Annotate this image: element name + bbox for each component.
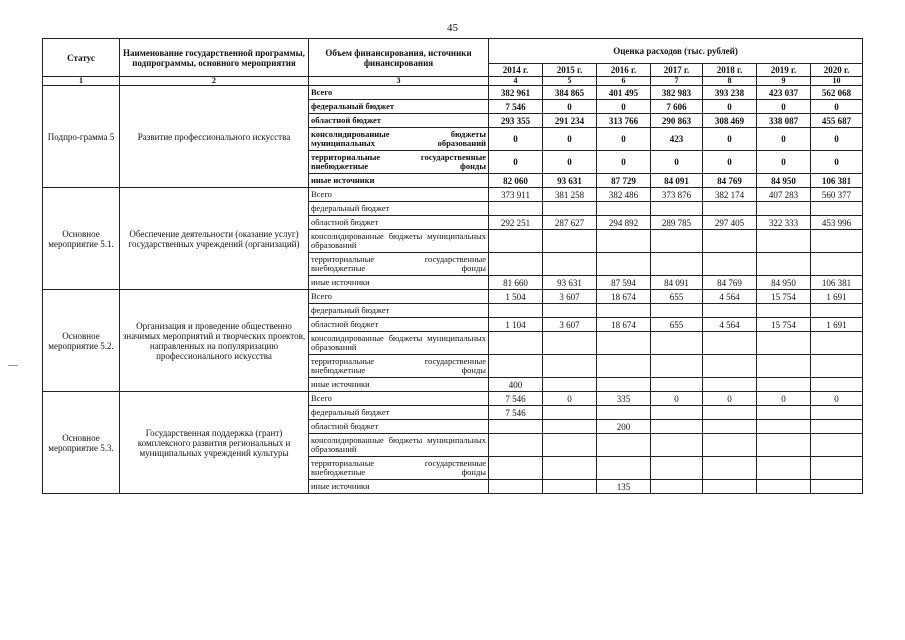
value-cell: 0 [651, 151, 703, 174]
value-cell: 0 [543, 151, 597, 174]
value-cell [811, 332, 863, 355]
value-cell: 400 [489, 378, 543, 392]
value-cell: 294 892 [597, 216, 651, 230]
budget-table [42, 38, 863, 494]
value-cell: 297 405 [703, 216, 757, 230]
value-cell [543, 355, 597, 378]
funding-source: территориальные государственные внебюджетные фонды [309, 253, 489, 276]
value-cell: 292 251 [489, 216, 543, 230]
value-cell: 423 [651, 128, 703, 151]
value-cell: 4 564 [703, 318, 757, 332]
value-cell: 0 [543, 392, 597, 406]
value-cell: 0 [597, 151, 651, 174]
value-cell: 562 068 [811, 86, 863, 100]
value-cell [703, 304, 757, 318]
value-cell: 0 [757, 128, 811, 151]
value-cell [651, 420, 703, 434]
value-cell [703, 406, 757, 420]
value-cell [811, 378, 863, 392]
column-numbers-row [43, 77, 863, 86]
value-cell: 423 037 [757, 86, 811, 100]
value-cell: 15 754 [757, 318, 811, 332]
value-cell: 407 283 [757, 188, 811, 202]
value-cell [489, 480, 543, 494]
value-cell [489, 332, 543, 355]
column-number-6: 6 [597, 77, 651, 86]
value-cell: 87 594 [597, 276, 651, 290]
value-cell [651, 406, 703, 420]
value-cell: 1 504 [489, 290, 543, 304]
header-name: Наименование государственной программы, подпрограммы, основного мероприятия [120, 39, 309, 77]
value-cell [651, 253, 703, 276]
column-number-2: 2 [120, 77, 309, 86]
value-cell [597, 304, 651, 318]
value-cell: 15 754 [757, 290, 811, 304]
group-name: Обеспечение деятельности (оказание услуг) государственных учреждений (организаций) [120, 188, 309, 290]
value-cell [757, 420, 811, 434]
value-cell: 84 091 [651, 174, 703, 188]
value-cell: 3 607 [543, 318, 597, 332]
value-cell: 289 785 [651, 216, 703, 230]
funding-source: Всего [309, 392, 489, 406]
value-cell [543, 202, 597, 216]
value-cell: 655 [651, 290, 703, 304]
group-name: Государственная поддержка (грант) комплексного развития региональных и муниципальных учреждений культуры [120, 392, 309, 494]
value-cell [757, 406, 811, 420]
table-row [43, 188, 863, 202]
value-cell: 1 691 [811, 318, 863, 332]
funding-source: Всего [309, 188, 489, 202]
group-status: Подпро-грамма 5 [43, 86, 120, 188]
header-year-3: 2016 г. [597, 64, 651, 77]
column-number-1: 1 [43, 77, 120, 86]
program-group [43, 290, 863, 392]
page-number: 45 [447, 22, 458, 34]
funding-source: консолидированные бюджеты муниципальных образований [309, 434, 489, 457]
group-name: Развитие профессионального искусства [120, 86, 309, 188]
value-cell [811, 457, 863, 480]
value-cell [651, 480, 703, 494]
value-cell: 0 [811, 151, 863, 174]
value-cell: 1 691 [811, 290, 863, 304]
value-cell: 0 [811, 128, 863, 151]
column-number-8: 8 [703, 77, 757, 86]
funding-source: федеральный бюджет [309, 304, 489, 318]
value-cell: 3 607 [543, 290, 597, 304]
value-cell [651, 457, 703, 480]
value-cell [811, 202, 863, 216]
value-cell: 338 087 [757, 114, 811, 128]
header-year-2: 2015 г. [543, 64, 597, 77]
funding-source: территориальные государственные внебюджетные фонды [309, 355, 489, 378]
funding-source: территориальные государственные внебюджетные фонды [309, 457, 489, 480]
value-cell [811, 480, 863, 494]
value-cell: 0 [597, 100, 651, 114]
value-cell: 106 381 [811, 276, 863, 290]
value-cell [757, 457, 811, 480]
header-year-1: 2014 г. [489, 64, 543, 77]
value-cell: 0 [811, 392, 863, 406]
value-cell: 84 950 [757, 174, 811, 188]
funding-source: областной бюджет [309, 318, 489, 332]
value-cell [489, 230, 543, 253]
value-cell: 4 564 [703, 290, 757, 304]
value-cell: 0 [703, 128, 757, 151]
value-cell [543, 406, 597, 420]
value-cell: 384 865 [543, 86, 597, 100]
value-cell [597, 378, 651, 392]
value-cell [489, 304, 543, 318]
value-cell: 455 687 [811, 114, 863, 128]
funding-source: федеральный бюджет [309, 202, 489, 216]
value-cell: 453 996 [811, 216, 863, 230]
margin-mark [8, 365, 18, 366]
value-cell [489, 202, 543, 216]
value-cell [757, 332, 811, 355]
value-cell [651, 355, 703, 378]
value-cell [597, 332, 651, 355]
value-cell [651, 332, 703, 355]
value-cell [543, 434, 597, 457]
group-status: Основное мероприятие 5.1. [43, 188, 120, 290]
value-cell: 381 258 [543, 188, 597, 202]
value-cell: 0 [703, 151, 757, 174]
funding-source: консолидированные бюджеты муниципальных образований [309, 230, 489, 253]
header-year-7: 2020 г. [811, 64, 863, 77]
value-cell: 1 104 [489, 318, 543, 332]
value-cell: 87 729 [597, 174, 651, 188]
value-cell [757, 480, 811, 494]
program-group [43, 86, 863, 188]
value-cell [489, 434, 543, 457]
value-cell: 84 769 [703, 174, 757, 188]
value-cell [757, 202, 811, 216]
value-cell: 0 [543, 128, 597, 151]
funding-source: федеральный бюджет [309, 406, 489, 420]
value-cell: 393 238 [703, 86, 757, 100]
value-cell: 18 674 [597, 290, 651, 304]
value-cell: 7 546 [489, 100, 543, 114]
value-cell [703, 480, 757, 494]
value-cell: 200 [597, 420, 651, 434]
value-cell [651, 378, 703, 392]
value-cell: 382 174 [703, 188, 757, 202]
value-cell: 0 [757, 392, 811, 406]
value-cell [489, 253, 543, 276]
value-cell [597, 253, 651, 276]
funding-source: областной бюджет [309, 216, 489, 230]
header-year-6: 2019 г. [757, 64, 811, 77]
header-year-5: 2018 г. [703, 64, 757, 77]
value-cell: 291 234 [543, 114, 597, 128]
value-cell [543, 230, 597, 253]
value-cell [703, 230, 757, 253]
value-cell: 84 769 [703, 276, 757, 290]
value-cell [703, 420, 757, 434]
value-cell: 0 [489, 151, 543, 174]
funding-source: областной бюджет [309, 420, 489, 434]
value-cell: 382 983 [651, 86, 703, 100]
value-cell: 308 469 [703, 114, 757, 128]
value-cell: 335 [597, 392, 651, 406]
header-estimate: Оценка расходов (тыс. рублей) [489, 39, 863, 64]
value-cell: 290 863 [651, 114, 703, 128]
value-cell [489, 355, 543, 378]
value-cell [757, 304, 811, 318]
value-cell [597, 202, 651, 216]
value-cell: 82 060 [489, 174, 543, 188]
value-cell [651, 202, 703, 216]
funding-source: областной бюджет [309, 114, 489, 128]
value-cell [651, 230, 703, 253]
value-cell [543, 480, 597, 494]
group-name: Организация и проведение общественно значимых мероприятий и творческих проектов, направленных на популяризацию профессионального искусства [120, 290, 309, 392]
table-row [43, 392, 863, 406]
value-cell [651, 304, 703, 318]
funding-source: иные источники [309, 480, 489, 494]
value-cell: 0 [597, 128, 651, 151]
group-status: Основное мероприятие 5.3. [43, 392, 120, 494]
value-cell: 313 766 [597, 114, 651, 128]
value-cell [811, 434, 863, 457]
funding-source: Всего [309, 290, 489, 304]
group-status: Основное мероприятие 5.2. [43, 290, 120, 392]
value-cell: 373 876 [651, 188, 703, 202]
value-cell: 0 [703, 100, 757, 114]
value-cell: 287 627 [543, 216, 597, 230]
value-cell: 655 [651, 318, 703, 332]
column-number-5: 5 [543, 77, 597, 86]
value-cell: 7 606 [651, 100, 703, 114]
value-cell [811, 406, 863, 420]
value-cell [703, 355, 757, 378]
value-cell [811, 420, 863, 434]
value-cell [757, 378, 811, 392]
value-cell: 373 911 [489, 188, 543, 202]
funding-source: консолидированные бюджеты муниципальных образований [309, 128, 489, 151]
value-cell: 382 486 [597, 188, 651, 202]
funding-source: иные источники [309, 276, 489, 290]
funding-source: консолидированные бюджеты муниципальных образований [309, 332, 489, 355]
value-cell [703, 202, 757, 216]
column-number-9: 9 [757, 77, 811, 86]
value-cell [543, 304, 597, 318]
value-cell [811, 230, 863, 253]
program-group [43, 188, 863, 290]
value-cell: 560 377 [811, 188, 863, 202]
table-row [43, 290, 863, 304]
funding-source: иные источники [309, 174, 489, 188]
value-cell: 0 [757, 100, 811, 114]
value-cell [543, 253, 597, 276]
value-cell: 322 333 [757, 216, 811, 230]
value-cell [543, 378, 597, 392]
value-cell: 0 [489, 128, 543, 151]
funding-source: Всего [309, 86, 489, 100]
value-cell [489, 457, 543, 480]
value-cell [757, 434, 811, 457]
value-cell: 7 546 [489, 406, 543, 420]
value-cell [597, 406, 651, 420]
value-cell [811, 253, 863, 276]
value-cell: 7 546 [489, 392, 543, 406]
column-number-3: 3 [309, 77, 489, 86]
program-group [43, 392, 863, 494]
value-cell [543, 457, 597, 480]
table-row [43, 86, 863, 100]
value-cell: 0 [811, 100, 863, 114]
value-cell: 84 091 [651, 276, 703, 290]
value-cell [597, 434, 651, 457]
value-cell [597, 355, 651, 378]
funding-source: федеральный бюджет [309, 100, 489, 114]
value-cell: 18 674 [597, 318, 651, 332]
funding-source: территориальные государственные внебюджетные фонды [309, 151, 489, 174]
value-cell [757, 253, 811, 276]
value-cell: 93 631 [543, 174, 597, 188]
value-cell: 0 [651, 392, 703, 406]
value-cell: 106 381 [811, 174, 863, 188]
value-cell [811, 355, 863, 378]
column-number-7: 7 [651, 77, 703, 86]
value-cell: 0 [757, 151, 811, 174]
header-status: Статус [43, 39, 120, 77]
value-cell: 382 961 [489, 86, 543, 100]
value-cell: 93 631 [543, 276, 597, 290]
header-year-4: 2017 г. [651, 64, 703, 77]
value-cell: 401 495 [597, 86, 651, 100]
value-cell [597, 230, 651, 253]
value-cell [489, 420, 543, 434]
value-cell [703, 434, 757, 457]
value-cell [651, 434, 703, 457]
value-cell [757, 355, 811, 378]
value-cell: 84 950 [757, 276, 811, 290]
value-cell [703, 378, 757, 392]
column-number-4: 4 [489, 77, 543, 86]
value-cell: 135 [597, 480, 651, 494]
value-cell [703, 457, 757, 480]
value-cell: 81 660 [489, 276, 543, 290]
column-number-10: 10 [811, 77, 863, 86]
value-cell [757, 230, 811, 253]
value-cell [811, 304, 863, 318]
value-cell [543, 332, 597, 355]
value-cell: 0 [543, 100, 597, 114]
funding-source: иные источники [309, 378, 489, 392]
value-cell [703, 253, 757, 276]
value-cell: 0 [703, 392, 757, 406]
value-cell [543, 420, 597, 434]
value-cell: 293 355 [489, 114, 543, 128]
value-cell [597, 457, 651, 480]
value-cell [703, 332, 757, 355]
header-funding: Объем финансирования, источники финансирования [309, 39, 489, 77]
